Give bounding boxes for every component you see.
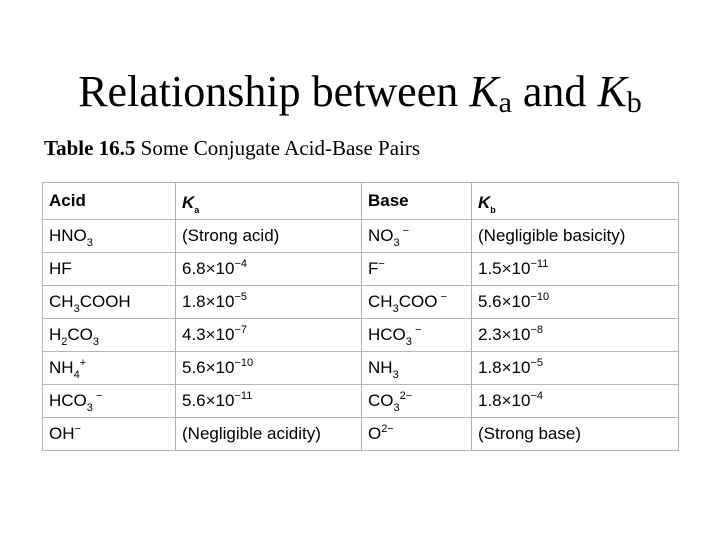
acid-text-part: CH [49, 292, 74, 311]
base-cell [362, 220, 472, 253]
base-cell [362, 418, 472, 451]
acid-cell [43, 385, 176, 418]
base-text-part: 3 [393, 237, 400, 249]
title-ka-letter: K [469, 67, 499, 116]
base-text-part: − [399, 225, 410, 237]
acid-text-part: 3 [92, 336, 100, 348]
kb-cell [472, 385, 679, 418]
header-kb-subscript: b [490, 205, 496, 215]
kb-cell [472, 352, 679, 385]
acid-cell [43, 286, 176, 319]
header-ka-subscript: a [194, 205, 200, 215]
title-middle: and [511, 67, 598, 116]
ka-cell [176, 385, 362, 418]
kb-cell [472, 319, 679, 352]
acid-cell [43, 418, 176, 451]
table-header-row [43, 183, 679, 220]
base-text-part: CO [368, 391, 394, 410]
base-cell [362, 385, 472, 418]
base-text-part: CH [368, 292, 393, 311]
table-caption-label: Table 16.5 [44, 136, 136, 160]
base-cell [362, 352, 472, 385]
table-row [43, 385, 679, 418]
table-row [43, 286, 679, 319]
acid-text-part: + [79, 357, 87, 369]
table-body [43, 220, 679, 451]
table-row [43, 352, 679, 385]
base-cell [362, 253, 472, 286]
ka-text-part: −7 [234, 324, 248, 336]
base-text-part: HCO [368, 325, 406, 344]
ka-cell [176, 253, 362, 286]
ka-cell [176, 319, 362, 352]
ka-text-part: (Strong acid) [182, 226, 280, 245]
kb-text-part: 2.3×10 [478, 325, 531, 344]
ka-cell [176, 220, 362, 253]
header-ka-letter: K [182, 193, 195, 212]
acid-text-part: − [74, 423, 81, 435]
slide-title [0, 64, 720, 120]
acid-text-part: HCO [49, 391, 87, 410]
base-text-part: 3 [392, 303, 399, 315]
ka-text-part: −4 [234, 258, 248, 270]
acid-text-part: 4 [73, 369, 80, 381]
ka-text-part: (Negligible acidity) [182, 424, 321, 443]
header-base: Base [362, 183, 472, 220]
acid-text-part: − [92, 390, 103, 402]
base-text-part: F [368, 259, 379, 278]
base-text-part: NO [368, 226, 394, 245]
kb-text-part: 1.5×10 [478, 259, 531, 278]
base-cell [362, 286, 472, 319]
acid-text-part: 3 [73, 303, 80, 315]
ka-cell [176, 418, 362, 451]
base-text-part: − [411, 324, 422, 336]
acid-text-part: 3 [86, 402, 93, 414]
base-text-part: COO [398, 292, 438, 311]
header-kb-letter: K [478, 193, 491, 212]
base-text-part: 2− [381, 423, 394, 435]
kb-text-part: −8 [530, 324, 544, 336]
ka-text-part: 5.6×10 [182, 391, 235, 410]
header-acid: Acid [43, 183, 176, 220]
title-kb-subscript: b [626, 86, 642, 119]
acid-text-part: CO [67, 325, 93, 344]
table-row [43, 418, 679, 451]
ka-text-part: 1.8×10 [182, 292, 235, 311]
acid-text-part: COOH [79, 292, 131, 311]
acid-text-part: OH [49, 424, 75, 443]
base-text-part: − [437, 291, 447, 303]
base-text-part: O [368, 424, 382, 443]
ka-cell [176, 352, 362, 385]
ka-text-part: −5 [234, 291, 248, 303]
acid-text-part: HNO [49, 226, 87, 245]
ka-cell [176, 286, 362, 319]
ka-text-part: 4.3×10 [182, 325, 235, 344]
acid-text-part: H [49, 325, 62, 344]
acid-cell [43, 319, 176, 352]
kb-text-part: −11 [530, 258, 549, 270]
kb-cell [472, 220, 679, 253]
base-text-part: − [378, 258, 385, 270]
header-ka [176, 183, 362, 220]
header-kb [472, 183, 679, 220]
acid-text-part: 2 [61, 336, 68, 348]
base-text-part: 3 [393, 402, 400, 414]
base-text-part: NH [368, 358, 393, 377]
base-text-part: 3 [405, 336, 412, 348]
title-ka-subscript: a [498, 86, 512, 119]
acid-text-part: NH [49, 358, 74, 377]
ka-text-part: 5.6×10 [182, 358, 235, 377]
ka-text-part: 6.8×10 [182, 259, 235, 278]
table-caption-text: Some Conjugate Acid-Base Pairs [135, 136, 421, 160]
ka-text-part: −10 [234, 357, 254, 369]
kb-cell [472, 286, 679, 319]
kb-text-part: 1.8×10 [478, 358, 531, 377]
acid-cell [43, 220, 176, 253]
kb-text-part: 5.6×10 [478, 292, 531, 311]
kb-text-part: −5 [530, 357, 544, 369]
base-text-part: 3 [392, 369, 399, 381]
table-row [43, 220, 679, 253]
acid-cell [43, 253, 176, 286]
kb-cell [472, 418, 679, 451]
kb-text-part: (Strong base) [478, 424, 581, 443]
kb-text-part: 1.8×10 [478, 391, 531, 410]
conjugate-pairs-table [42, 182, 679, 451]
ka-text-part: −11 [234, 390, 253, 402]
acid-text-part: HF [49, 259, 72, 278]
kb-text-part: −10 [530, 291, 550, 303]
kb-text-part: −4 [530, 390, 544, 402]
table-row [43, 319, 679, 352]
table-row [43, 253, 679, 286]
kb-cell [472, 253, 679, 286]
base-cell [362, 319, 472, 352]
acid-cell [43, 352, 176, 385]
title-prefix: Relationship between [78, 67, 470, 116]
kb-text-part: (Negligible basicity) [478, 226, 626, 245]
acid-text-part: 3 [86, 237, 93, 249]
title-kb-letter: K [597, 67, 627, 116]
base-text-part: 2− [399, 390, 413, 402]
table-caption [44, 134, 420, 162]
